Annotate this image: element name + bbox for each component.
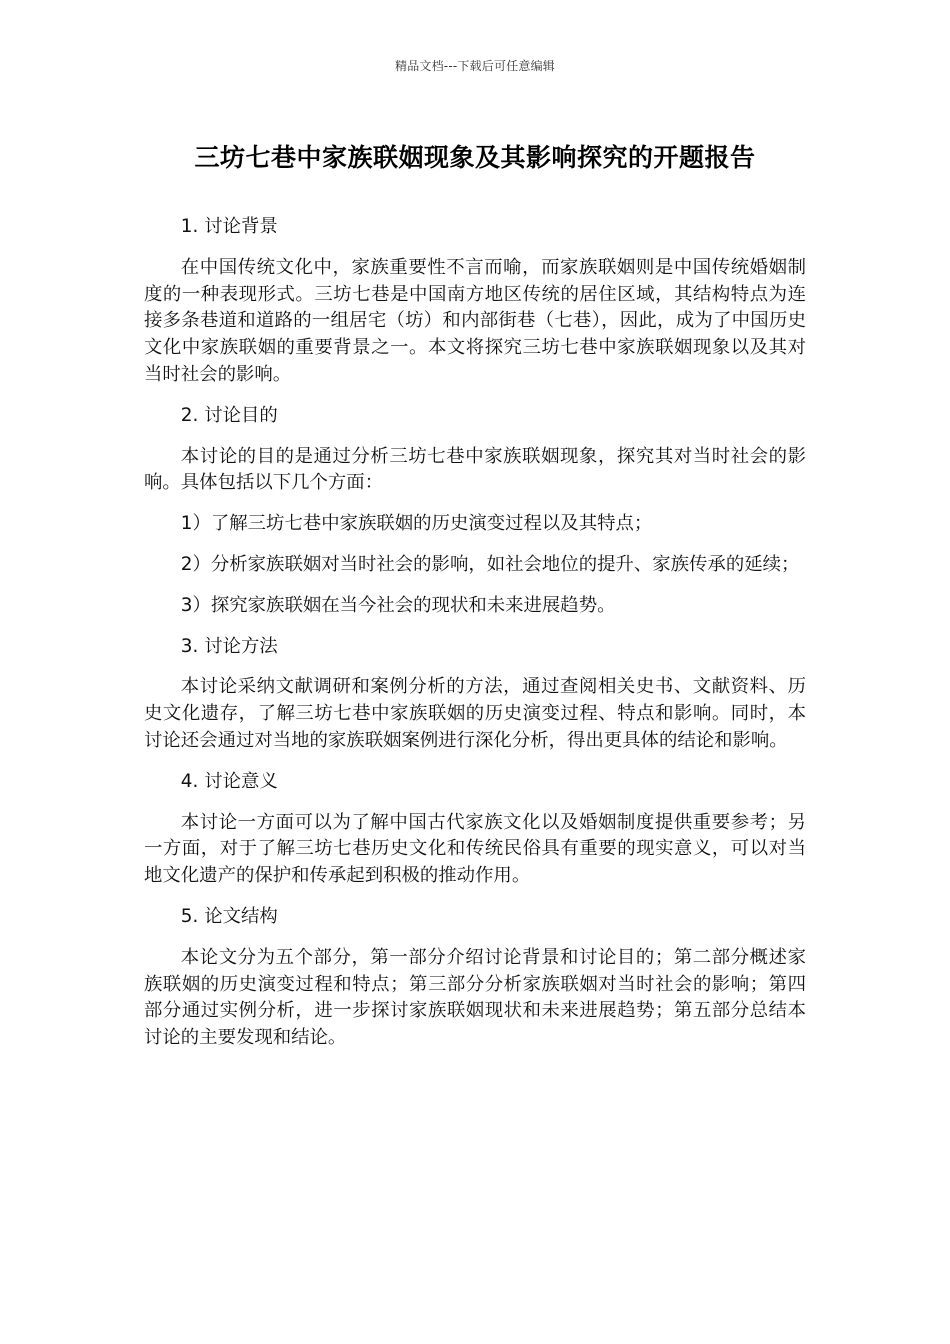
section-heading-method: 3. 讨论方法	[180, 635, 278, 657]
paragraph-significance: 本讨论一方面可以为了解中国古代家族文化以及婚姻制度提供重要参考；另一方面，对于了解三坊七巷历史文化和传统民俗具有重要的现实意义，可以对当地文化遗产的保护和传承起到积极的推动作用。	[144, 811, 806, 887]
document-title: 三坊七巷中家族联姻现象及其影响探究的开题报告	[194, 143, 756, 172]
paragraph-purpose-item-2: 2）分析家族联姻对当时社会的影响，如社会地位的提升、家族传承的延续；	[180, 553, 800, 575]
section-heading-background: 1. 讨论背景	[180, 216, 278, 237]
paragraph-method: 本讨论采纳文献调研和案例分析的方法，通过查阅相关史书、文献资料、历史文化遗存，了解三坊七巷中家族联姻的历史演变过程、特点和影响。同时，本讨论还会通过对当地的家族联姻案例进行深化分析，得出更具体的结论和影响。	[144, 676, 806, 751]
section-heading-structure: 5. 论文结构	[180, 905, 278, 927]
section-heading-purpose: 2. 讨论目的	[180, 404, 278, 426]
header-note: 精品文档---下载后可任意编辑	[395, 59, 555, 73]
paragraph-purpose-item-1: 1）了解三坊七巷中家族联姻的历史演变过程以及其特点；	[180, 513, 653, 535]
paragraph-background: 在中国传统文化中，家族重要性不言而喻，而家族联姻则是中国传统婚姻制度的一种表现形式。三坊七巷是中国南方地区传统的居住区域，其结构特点为连接多条巷道和道路的一组居宅（坊）和内部街巷（七巷），因此，成为了中国历史文化中家族联姻的重要背景之一。本文将探究三坊七巷中家族联姻现象以及其对当时社会的影响。	[144, 256, 806, 385]
paragraph-structure: 本论文分为五个部分，第一部分介绍讨论背景和讨论目的；第二部分概述家族联姻的历史演变过程和特点；第三部分分析家族联姻对当时社会的影响；第四部分通过实例分析，进一步探讨家族联姻现状和未来进展趋势；第五部分总结本讨论的主要发现和结论。	[144, 946, 806, 1049]
section-heading-significance: 4. 讨论意义	[180, 770, 278, 792]
paragraph-purpose-intro: 本讨论的目的是通过分析三坊七巷中家族联姻现象，探究其对当时社会的影响。具体包括以下几个方面：	[144, 445, 806, 494]
paragraph-purpose-item-3: 3）探究家族联姻在当今社会的现状和未来进展趋势。	[180, 594, 616, 616]
document-body	[144, 214, 806, 1066]
